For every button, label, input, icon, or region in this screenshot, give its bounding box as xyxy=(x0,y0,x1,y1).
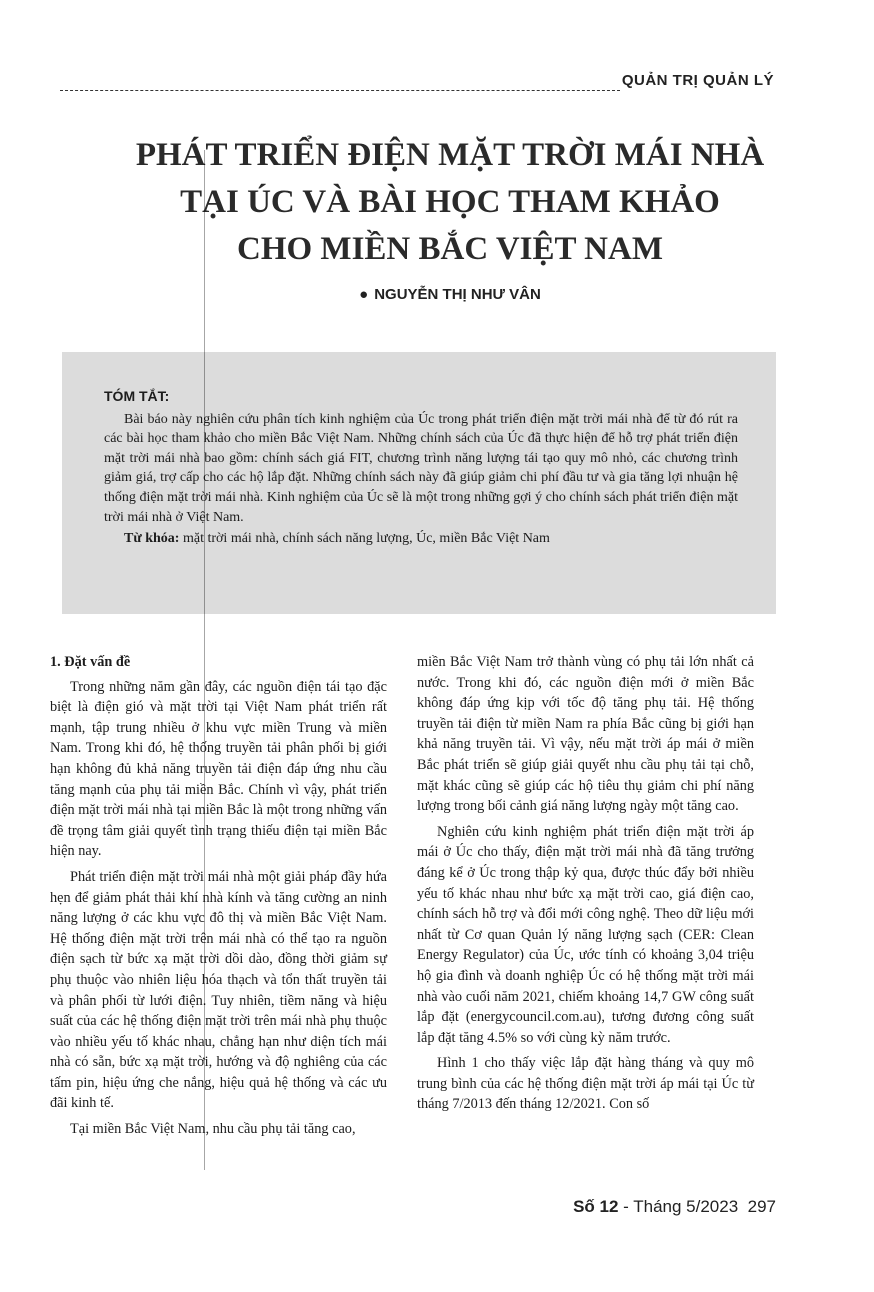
author-bullet-icon: ● xyxy=(359,286,369,303)
article-title xyxy=(50,132,850,273)
paragraph: miền Bắc Việt Nam trở thành vùng có phụ tải lớn nhất cả nước. Trong khi đó, các nguồn điện mới ở miền Bắc không đáp ứng kịp với tốc độ tăng phụ tải. Hệ thống truyền tải điện từ miền Nam ra phía Bắc cũng bị giới hạn khả năng truyền tải. Vì vậy, nếu mặt trời áp mái ở miền Bắc phát triển sẽ giúp giải quyết nhu cầu phụ tải tại chỗ, mặt khác cũng sẽ giúp các hộ tiêu thụ giảm chi phí năng lượng trong bối cảnh giá năng lượng ngày một tăng cao. xyxy=(417,654,754,815)
keywords-label: Từ khóa: xyxy=(124,531,180,547)
paragraph: Trong những năm gần đây, các nguồn điện tái tạo đặc biệt là điện gió và mặt trời tại Việt Nam phát triển rất mạnh, tập trung nhiều ở khu vực miền Trung và miền Nam. Trong khi đó, hệ thống truyền tải phân phối bị giới hạn không đủ khả năng truyền tải điện đáp ứng nhu cầu tăng mạnh của phụ tải miền Bắc. Chính vì vậy, phát triển điện mặt trời mái nhà tại miền Bắc là một trong những vấn đề trọng tâm giải quyết tình trạng thiếu điện tại miền Bắc hiện nay. xyxy=(50,678,387,860)
abstract-box xyxy=(62,352,776,614)
section-heading: 1. Đặt vấn đề xyxy=(50,654,131,670)
issue-date: Tháng 5/2023 xyxy=(633,1197,739,1216)
column-right xyxy=(417,652,754,1120)
paragraph: Phát triển điện mặt trời mái nhà một giải pháp đầy hứa hẹn để giảm phát thải khí nhà kính và tăng cường an ninh năng lượng ở các khu vực đô thị và miền Bắc Việt Nam. Hệ thống điện mặt trời trên mái nhà có thể tạo ra nguồn điện sạch từ bức xạ mặt trời dồi dào, đồng thời giảm sự phụ thuộc vào nhiên liệu hóa thạch và tổn thất truyền tải và phân phối từ lưới điện. Tuy nhiên, tiềm năng và hiệu suất của các hệ thống điện mặt trời trên mái nhà phụ thuộc vào nhiều yếu tố khác nhau, chẳng hạn như diện tích mái nhà có sẵn, bức xạ mặt trời, hướng và độ nghiêng của các tấm pin, hiệu ứng che nắng, hiệu quả hệ thống và các ưu đãi kinh tế. xyxy=(50,868,387,1112)
abstract-heading: TÓM TẮT: xyxy=(104,388,170,404)
keywords-text: mặt trời mái nhà, chính sách năng lượng, Úc, miền Bắc Việt Nam xyxy=(179,531,550,547)
keywords xyxy=(104,529,738,549)
author-line xyxy=(50,286,850,303)
title-line-1: PHÁT TRIỂN ĐIỆN MẶT TRỜI MÁI NHÀ xyxy=(135,137,765,173)
author-name: NGUYỄN THỊ NHƯ VÂN xyxy=(374,286,541,303)
column-left xyxy=(50,652,387,1145)
section-label: QUẢN TRỊ QUẢN LÝ xyxy=(621,72,774,89)
title-line-3: CHO MIỀN BẮC VIỆT NAM xyxy=(237,231,663,267)
paragraph: Tại miền Bắc Việt Nam, nhu cầu phụ tải tăng cao, xyxy=(70,1121,356,1138)
abstract-text: Bài báo này nghiên cứu phân tích kinh nghiệm của Úc trong phát triển điện mặt trời mái nhà để từ đó rút ra các bài học tham khảo cho miền Bắc Việt Nam. Những chính sách của Úc đã thực hiện để hỗ trợ phát triển điện mặt trời mái nhà bao gồm: chính sách giá FIT, chương trình năng lượng tái tạo quy mô nhỏ, các chương trình giảm giá, trợ cấp cho các hộ lắp đặt. Những chính sách này đã giúp giảm chi phí đầu tư và gia tăng lợi nhuận hệ thống điện mặt trời mái nhà. Kinh nghiệm của Úc sẽ là một trong những gợi ý cho chính sách phát triển điện mặt trời mái nhà ở Việt Nam. xyxy=(104,411,738,525)
footer-separator: - xyxy=(618,1197,634,1216)
scan-artifact-line xyxy=(204,150,205,1170)
issue-number: Số 12 xyxy=(573,1197,619,1216)
title-line-2: TẠI ÚC VÀ BÀI HỌC THAM KHẢO xyxy=(180,184,720,220)
paragraph: Nghiên cứu kinh nghiệm phát triển điện mặt trời áp mái ở Úc cho thấy, điện mặt trời mái nhà đã tăng trưởng đáng kể ở Úc trong thập kỷ qua, được thúc đẩy bởi nhiều yếu tố khác nhau như bức xạ mặt trời cao, giá điện cao, chính sách hỗ trợ và đổi mới công nghệ. Theo dữ liệu mới nhất từ Cơ quan Quản lý năng lượng sạch (CER: Clean Energy Regulator) của Úc, ước tính có khoảng 3,04 triệu hộ gia đình và doanh nghiệp Úc có hệ thống mặt trời mái nhà vào cuối năm 2021, chiếm khoảng 14,7 GW công suất lắp đặt (energycouncil.com.au), tương đương công suất lắp đặt tăng 4.5% so với cùng kỳ năm trước. xyxy=(417,823,754,1046)
page-footer xyxy=(573,1197,776,1217)
header-dashed-rule xyxy=(60,90,620,91)
page-number: 297 xyxy=(747,1197,776,1216)
paragraph: Hình 1 cho thấy việc lắp đặt hàng tháng và quy mô trung bình của các hệ thống điện mặt trời áp mái tại Úc từ tháng 7/2013 đến tháng 12/2021. Con số xyxy=(417,1055,754,1113)
